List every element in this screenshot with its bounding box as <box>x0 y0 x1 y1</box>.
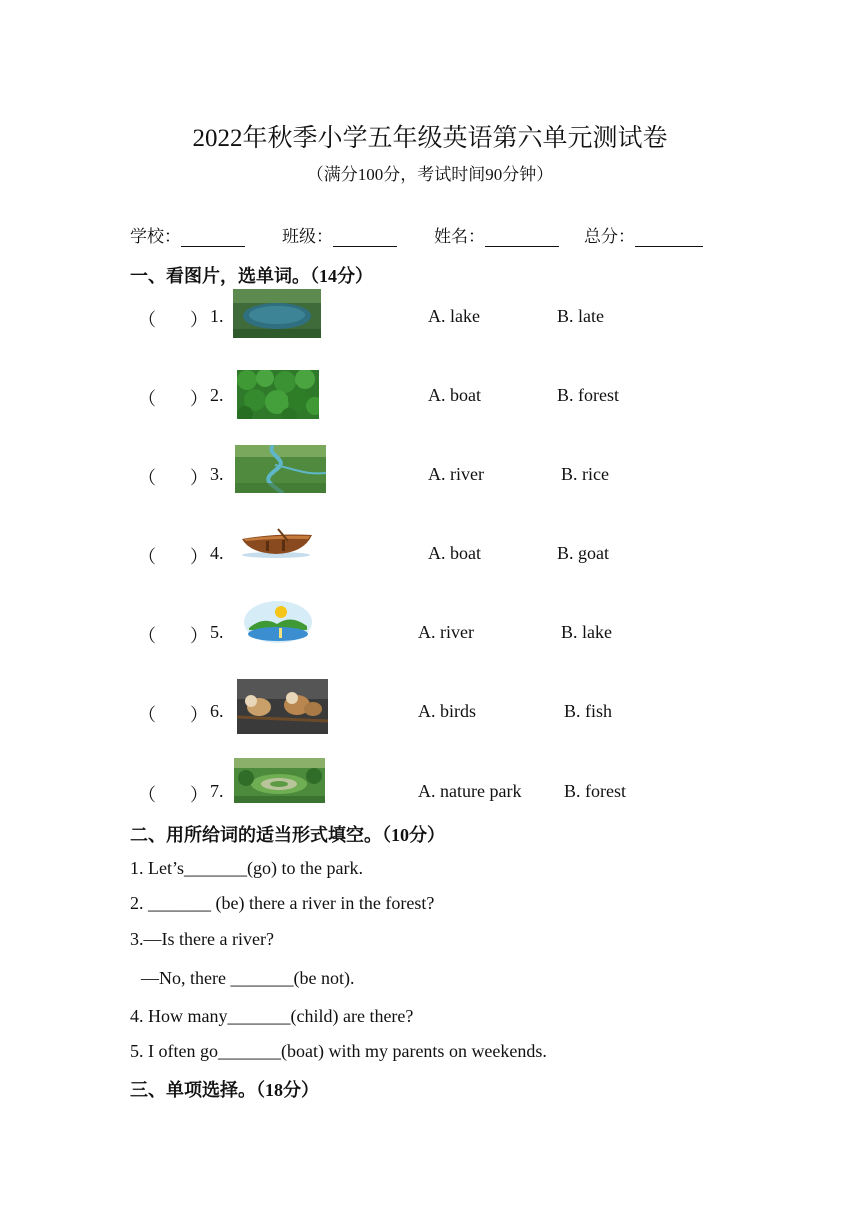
section-1-heading: 一、看图片，选单词。（14分） <box>130 266 373 286</box>
q6-option-b[interactable]: B. fish <box>564 701 613 721</box>
q6-paren-open: （ <box>138 705 156 725</box>
nature-park-photo <box>234 758 325 803</box>
q6-option-a[interactable]: A. birds <box>418 701 476 721</box>
boat-picture <box>238 527 314 561</box>
name-blank[interactable] <box>485 228 559 247</box>
name-field <box>434 222 559 247</box>
fill-blank-2: 2. _______ (be) there a river in the forest? <box>130 893 435 913</box>
q3-option-b[interactable]: B. rice <box>561 464 609 484</box>
q1-paren-open: （ <box>138 310 156 330</box>
score-field <box>584 222 703 247</box>
q2-option-b[interactable]: B. forest <box>557 385 619 405</box>
q7-option-b[interactable]: B. forest <box>564 781 626 801</box>
q5-number: 5. <box>210 622 224 642</box>
q7-paren-open: （ <box>138 785 156 805</box>
q2-number: 2. <box>210 385 224 405</box>
forest-photo <box>237 370 319 419</box>
q4-option-b[interactable]: B. goat <box>557 543 609 563</box>
q2-paren-open: （ <box>138 389 156 409</box>
river-photo <box>235 445 326 493</box>
q1-option-b[interactable]: B. late <box>557 306 604 326</box>
q4-paren-close: ） <box>190 547 208 567</box>
page-subtitle: （满分100分，考试时间90分钟） <box>306 165 554 184</box>
class-label: 班级： <box>282 227 333 246</box>
q5-option-a[interactable]: A. river <box>418 622 474 642</box>
q5-option-b[interactable]: B. lake <box>561 622 612 642</box>
fill-blank-4: 4. How many_______(child) are there? <box>130 1006 414 1026</box>
q3-paren-open: （ <box>138 468 156 488</box>
q6-number: 6. <box>210 701 224 721</box>
score-blank[interactable] <box>635 228 703 247</box>
class-field <box>282 222 397 247</box>
q3-number: 3. <box>210 464 224 484</box>
score-label: 总分： <box>584 227 635 246</box>
fill-blank-3-question: 3.—Is there a river? <box>130 929 274 949</box>
birds-photo <box>237 679 328 734</box>
fill-blank-1: 1. Let’s_______(go) to the park. <box>130 858 363 878</box>
q4-number: 4. <box>210 543 224 563</box>
section-3-heading: 三、单项选择。（18分） <box>130 1080 319 1100</box>
q6-paren-close: ） <box>190 705 208 725</box>
fill-blank-5: 5. I often go_______(boat) with my parents on weekends. <box>130 1041 547 1061</box>
q3-option-a[interactable]: A. river <box>428 464 484 484</box>
q1-option-a[interactable]: A. lake <box>428 306 480 326</box>
q7-number: 7. <box>210 781 224 801</box>
q3-paren-close: ） <box>190 468 208 488</box>
q7-option-a[interactable]: A. nature park <box>418 781 522 801</box>
school-field <box>130 222 245 247</box>
q7-paren-close: ） <box>190 785 208 805</box>
lake-photo <box>233 289 321 338</box>
lake-island-picture <box>243 600 313 644</box>
q4-option-a[interactable]: A. boat <box>428 543 481 563</box>
q2-option-a[interactable]: A. boat <box>428 385 481 405</box>
q2-paren-close: ） <box>190 389 208 409</box>
name-label: 姓名： <box>434 227 485 246</box>
q5-paren-open: （ <box>138 626 156 646</box>
q1-number: 1. <box>210 306 224 326</box>
q5-paren-close: ） <box>190 626 208 646</box>
q4-paren-open: （ <box>138 547 156 567</box>
school-blank[interactable] <box>181 228 245 247</box>
section-2-heading: 二、用所给词的适当形式填空。（10分） <box>130 825 445 845</box>
q1-paren-close: ） <box>190 310 208 330</box>
class-blank[interactable] <box>333 228 397 247</box>
fill-blank-3-answer: —No, there _______(be not). <box>141 968 355 988</box>
page-title: 2022年秋季小学五年级英语第六单元测试卷 <box>192 125 668 152</box>
school-label: 学校： <box>130 227 181 246</box>
